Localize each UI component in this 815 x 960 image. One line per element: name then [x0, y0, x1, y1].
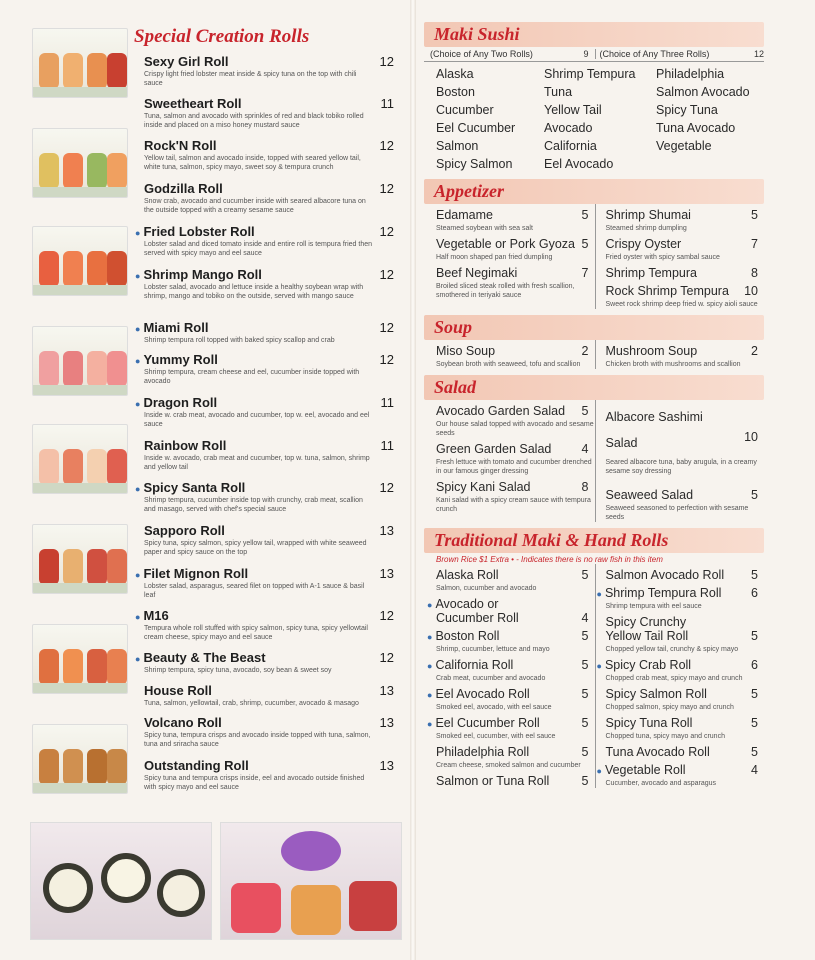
item-price: 8	[581, 480, 589, 494]
no-raw-fish-dot: ●	[596, 661, 602, 671]
item-name: Sweetheart Roll	[144, 96, 242, 111]
item-name: Mushroom Soup	[605, 344, 698, 358]
item-price: 12	[379, 138, 394, 153]
roll-photo	[32, 226, 128, 296]
choice-three-price: 12	[753, 49, 764, 59]
item-desc: Smoked eel, avocado, with eel sauce	[436, 704, 552, 711]
menu-item	[427, 629, 595, 654]
item-desc: Cucumber, avocado and asparagus	[605, 780, 717, 787]
item-price: 6	[751, 658, 758, 672]
item-desc: Tuna, salmon, yellowtail, crab, shrimp, cucumber, avocado & masago	[144, 700, 359, 707]
menu-item	[135, 650, 394, 675]
no-raw-fish-dot: ●	[596, 589, 602, 599]
maki-item: Eel Avocado	[544, 157, 614, 171]
item-price: 5	[581, 208, 589, 222]
item-price: 8	[751, 266, 758, 280]
item-price: 12	[379, 181, 394, 196]
no-raw-fish-dot: ●	[427, 632, 433, 642]
item-price: 5	[581, 745, 589, 759]
item-name: Outstanding Roll	[144, 758, 249, 773]
menu-item	[606, 615, 765, 654]
item-desc: Spicy tuna, spicy salmon, spicy yellow tail, wrapped with white seaweed paper and spicy sauce on the top	[144, 540, 367, 556]
menu-item	[144, 683, 394, 708]
item-desc: Soybean broth with seaweed, tofu and scallion	[436, 361, 581, 368]
maki-item: Eel Cucumber	[436, 121, 516, 135]
menu-item	[606, 237, 765, 262]
item-name: Eel Cucumber Roll	[435, 716, 540, 730]
traditional-title: Traditional Maki & Hand Rolls	[434, 530, 669, 550]
item-desc: Fresh lettuce with tomato and cucumber drenched in our famous ginger dressing	[436, 459, 592, 475]
item-name: Rainbow Roll	[144, 438, 227, 453]
item-desc: Chopped salmon, spicy mayo and crunch	[605, 704, 734, 711]
item-name: House Roll	[144, 683, 212, 698]
item-desc: Snow crab, avocado and cucumber inside with seared albacore tuna on the outside topped with a creamy sesame sauce	[144, 198, 366, 214]
item-desc: Chopped yellow tail, crunchy & spicy mayo	[605, 646, 739, 653]
item-price: 5	[751, 488, 758, 502]
menu-item	[436, 344, 595, 369]
no-raw-fish-dot: ●	[427, 600, 433, 610]
menu-item	[427, 687, 595, 712]
menu-item	[596, 763, 765, 788]
item-name: Godzilla Roll	[144, 181, 223, 196]
item-price: 5	[751, 629, 758, 643]
item-name: M16	[143, 608, 169, 623]
menu-item	[606, 568, 765, 582]
item-price: 11	[380, 438, 394, 453]
roll-photo	[32, 424, 128, 494]
item-price: 5	[581, 774, 589, 788]
item-desc: Chopped crab meat, spicy mayo and crunch	[605, 675, 743, 682]
item-desc: Kani salad with a spicy cream sauce with tempura crunch	[436, 497, 591, 513]
item-name: California Roll	[435, 658, 514, 672]
item-price: 5	[581, 629, 589, 643]
item-desc: Shrimp tempura, cream cheese and eel, cucumber inside topped with avocado	[144, 369, 360, 385]
menu-item	[144, 438, 394, 472]
item-name: Miami Roll	[143, 320, 209, 335]
sushi-photo	[30, 822, 212, 940]
item-price: 13	[379, 715, 394, 730]
menu-item	[606, 745, 765, 759]
item-name: Salmon or Tuna Roll	[436, 774, 550, 788]
item-name: Boston Roll	[435, 629, 500, 643]
special-banner	[134, 24, 394, 49]
choice-two-label: (Choice of Any Two Rolls)	[430, 49, 533, 59]
no-raw-fish-dot: ●	[135, 484, 141, 494]
right-column	[424, 22, 764, 794]
item-price: 13	[379, 683, 394, 698]
menu-item	[144, 54, 394, 88]
roll-photo	[32, 724, 128, 794]
item-name: Shrimp Tempura	[605, 266, 697, 280]
maki-item: Tuna	[544, 85, 573, 99]
item-name: Green Garden Salad	[436, 442, 552, 456]
item-price: 10	[744, 430, 758, 444]
item-price: 13	[379, 523, 394, 538]
item-price: 2	[581, 344, 589, 358]
maki-item: Yellow Tail	[544, 103, 602, 117]
maki-item: Shrimp Tempura	[544, 67, 636, 81]
item-name: Vegetable or Pork Gyoza	[436, 237, 575, 251]
item-price: 11	[380, 395, 394, 410]
item-price: 12	[379, 608, 394, 623]
item-price: 2	[751, 344, 758, 358]
maki-col-1	[436, 65, 544, 173]
item-price: 13	[379, 566, 394, 581]
item-desc: Inside w. crab meat, avocado and cucumber, top w. eel, avocado and eel sauce	[144, 412, 370, 428]
item-price: 5	[751, 716, 758, 730]
no-raw-fish-dot: ●	[596, 766, 602, 776]
item-price: 10	[744, 284, 758, 298]
menu-item	[436, 745, 595, 770]
no-raw-fish-dot: ●	[427, 719, 433, 729]
special-title: Special Creation Rolls	[134, 25, 310, 47]
item-desc: Shrimp tempura with eel sauce	[605, 603, 702, 610]
menu-item	[606, 716, 765, 741]
item-name: Avocado Garden Salad	[436, 404, 566, 418]
item-desc: Spicy tuna and tempura crisps inside, eel and avocado outside finished with spicy mayo and eel sauce	[144, 775, 365, 791]
item-name: Tuna Avocado Roll	[605, 745, 710, 759]
sushi-photo	[220, 822, 402, 940]
item-price: 4	[581, 611, 589, 625]
menu-item	[606, 404, 765, 476]
menu-item	[606, 284, 765, 309]
item-desc: Shrimp, cucumber, lettuce and mayo	[436, 646, 550, 653]
menu-item	[436, 442, 595, 476]
item-name: Sexy Girl Roll	[144, 54, 229, 69]
appetizer-title: Appetizer	[434, 181, 504, 201]
item-name: Spicy Santa Roll	[143, 480, 246, 495]
roll-photo	[32, 128, 128, 198]
item-name: Spicy Tuna Roll	[605, 716, 693, 730]
item-price: 7	[581, 266, 589, 280]
menu-item	[606, 208, 765, 233]
menu-item	[436, 208, 595, 233]
soup-section	[424, 315, 764, 369]
menu-item	[427, 716, 595, 741]
item-price: 5	[751, 568, 758, 582]
item-price: 12	[379, 480, 394, 495]
maki-col-3	[656, 65, 764, 173]
menu-item	[135, 480, 394, 514]
item-price: 5	[581, 716, 589, 730]
item-price: 12	[379, 224, 394, 239]
item-price: 11	[380, 96, 394, 111]
item-desc: Crab meat, cucumber and avocado	[436, 675, 546, 682]
item-name: Vegetable Roll	[604, 763, 686, 777]
menu-item	[427, 658, 595, 683]
item-name: Shrimp Tempura Roll	[604, 586, 722, 600]
roll-photo	[32, 28, 128, 98]
item-desc: Fried oyster with spicy sambal sauce	[605, 254, 720, 261]
appetizer-section	[424, 179, 764, 309]
menu-item	[135, 320, 394, 345]
item-desc: Steamed soybean with sea salt	[436, 225, 533, 232]
item-desc: Crispy light fried lobster meat inside & spicy tuna on the top with chili sauce	[144, 71, 357, 87]
maki-section	[424, 22, 764, 173]
maki-item: Spicy Tuna	[656, 103, 718, 117]
item-desc: Inside w. avocado, crab meat and cucumber, top w. tuna, salmon, shrimp and yellow tail	[144, 455, 370, 471]
menu-item	[135, 267, 394, 301]
no-raw-fish-dot: ●	[135, 356, 141, 366]
item-desc: Tuna, salmon and avocado with sprinkles of red and black tobiko rolled inside and placed on a miso honey mustard sauce	[144, 113, 364, 129]
menu-item	[596, 586, 765, 611]
item-name: Volcano Roll	[144, 715, 222, 730]
item-price: 12	[379, 650, 394, 665]
maki-item: Philadelphia	[656, 67, 725, 81]
item-desc: Our house salad topped with avocado and sesame seeds	[436, 421, 594, 437]
maki-item: Cucumber	[436, 103, 494, 117]
soup-banner	[424, 315, 764, 340]
item-price: 12	[379, 267, 394, 282]
maki-col-2	[544, 65, 656, 173]
item-desc: Shrimp tempura, cucumber inside top with crunchy, crab meat, scallion and masago, served with chef's special sauce	[144, 497, 363, 513]
page-fold	[410, 0, 416, 960]
maki-item: Boston	[436, 85, 475, 99]
item-desc: Smoked eel, cucumber, with eel sauce	[436, 733, 556, 740]
maki-item: Avocado	[544, 121, 593, 135]
item-name: Fried Lobster Roll	[143, 224, 255, 239]
menu-item	[144, 523, 394, 557]
no-raw-fish-dot: ●	[135, 271, 141, 281]
item-desc: Shrimp tempura roll topped with baked spicy scallop and crab	[144, 337, 335, 344]
item-price: 5	[751, 208, 758, 222]
salad-title: Salad	[434, 377, 477, 397]
menu-item	[436, 568, 595, 593]
item-desc: Tempura whole roll stuffed with spicy salmon, spicy tuna, spicy yellowtail cream cheese, spicy mayo and eel sauce	[144, 625, 368, 641]
item-desc: Spicy tuna, tempura crisps and avocado inside topped with tuna, salmon, tuna and sriracha sauce	[144, 732, 371, 748]
no-raw-fish-dot: ●	[427, 690, 433, 700]
no-raw-fish-dot: ●	[427, 661, 433, 671]
item-desc: Cream cheese, smoked salmon and cucumber	[436, 762, 581, 769]
item-price: 4	[581, 442, 589, 456]
menu-item	[135, 224, 394, 258]
item-name: Miso Soup	[436, 344, 496, 358]
item-desc: Seared albacore tuna, baby arugula, in a creamy sesame soy dressing	[605, 459, 757, 475]
item-name: Alaska Roll	[436, 568, 499, 582]
no-raw-fish-dot: ●	[135, 228, 141, 238]
item-name: Salmon Avocado Roll	[605, 568, 725, 582]
item-price: 12	[379, 352, 394, 367]
menu-item	[144, 138, 394, 172]
appetizer-banner	[424, 179, 764, 204]
maki-title: Maki Sushi	[434, 24, 520, 44]
menu-item	[436, 774, 595, 788]
item-name: Shrimp Shumai	[605, 208, 691, 222]
salad-section	[424, 375, 764, 522]
item-desc: Chicken broth with mushrooms and scallion	[605, 361, 741, 368]
menu-item	[596, 658, 765, 683]
item-desc: Yellow tail, salmon and avocado inside, topped with seared yellow tail, white tuna, salmon, spicy mayo, sweet soy & tempura crunch	[144, 155, 361, 171]
menu-item	[436, 404, 595, 438]
item-price: 4	[751, 763, 758, 777]
salad-banner	[424, 375, 764, 400]
item-name: Spicy Crunchy Yellow Tail Roll	[605, 615, 689, 643]
menu-item	[606, 344, 765, 369]
item-name: Avocado or Cucumber Roll	[435, 597, 519, 625]
soup-title: Soup	[434, 317, 473, 337]
item-price: 5	[581, 687, 589, 701]
no-raw-fish-dot: ●	[135, 324, 141, 334]
traditional-note: Brown Rice $1 Extra • - Indicates there is no raw fish in this item	[436, 555, 663, 564]
item-name: Beauty & The Beast	[143, 650, 266, 665]
item-name: Seaweed Salad	[605, 488, 694, 502]
menu-item	[144, 758, 394, 792]
item-name: Spicy Crab Roll	[604, 658, 692, 672]
item-desc: Lobster salad and diced tomato inside and entire roll is tempura fried then served with spicy mayo and eel sauce	[144, 241, 373, 257]
item-price: 12	[379, 54, 394, 69]
item-name: Spicy Salmon Roll	[605, 687, 707, 701]
item-desc: Shrimp tempura, spicy tuna, avocado, soy bean & sweet soy	[144, 667, 332, 674]
item-name: Philadelphia Roll	[436, 745, 530, 759]
item-name: Shrimp Mango Roll	[143, 267, 262, 282]
maki-banner	[424, 22, 764, 47]
menu-item	[135, 395, 394, 429]
item-name: Crispy Oyster	[605, 237, 682, 251]
menu-item	[144, 715, 394, 749]
item-price: 5	[751, 687, 758, 701]
item-desc: Lobster salad, avocado and lettuce inside a healthy soybean wrap with shrimp, mango and tobiko on the outside, served with mango sauce	[144, 284, 364, 300]
item-name: Eel Avocado Roll	[435, 687, 530, 701]
maki-item: Spicy Salmon	[436, 157, 513, 171]
menu-item	[606, 488, 765, 522]
item-price: 5	[581, 237, 589, 251]
roll-photo	[32, 524, 128, 594]
menu-item	[427, 597, 595, 625]
roll-photo	[32, 624, 128, 694]
maki-item: California	[544, 139, 597, 153]
roll-photo	[32, 326, 128, 396]
item-desc: Sweet rock shrimp deep fried w. spicy aioli sauce	[605, 301, 758, 308]
no-raw-fish-dot: ●	[135, 399, 141, 409]
item-name: Sapporo Roll	[144, 523, 225, 538]
maki-choice-row	[424, 47, 764, 62]
item-name: Spicy Kani Salad	[436, 480, 531, 494]
item-price: 6	[751, 586, 758, 600]
item-price: 5	[581, 404, 589, 418]
menu-item	[436, 266, 595, 300]
maki-item: Salmon	[436, 139, 479, 153]
item-desc: Salmon, cucumber and avocado	[436, 585, 537, 592]
no-raw-fish-dot: ●	[135, 654, 141, 664]
item-price: 5	[581, 658, 589, 672]
menu-item	[135, 352, 394, 386]
no-raw-fish-dot: ●	[135, 612, 141, 622]
item-name: Rock Shrimp Tempura	[605, 284, 729, 298]
choice-three-label: (Choice of Any Three Rolls)	[599, 49, 710, 59]
item-name: Rock'N Roll	[144, 138, 217, 153]
maki-item: Alaska	[436, 67, 474, 81]
item-price: 5	[751, 745, 758, 759]
menu-item	[436, 237, 595, 262]
item-desc: Lobster salad, asparagus, seared filet on topped with A-1 sauce & basil leaf	[144, 583, 365, 599]
menu-item	[606, 266, 765, 280]
item-desc: Seaweed seasoned to perfection with sesame seeds	[605, 505, 749, 521]
item-desc: Steamed shrimp dumpling	[605, 225, 687, 232]
maki-item: Vegetable	[656, 139, 712, 153]
traditional-section	[424, 528, 764, 788]
traditional-banner	[424, 528, 764, 553]
menu-item	[144, 96, 394, 130]
item-name: Filet Mignon Roll	[143, 566, 249, 581]
choice-two-price: 9	[583, 49, 589, 59]
menu-item	[135, 566, 394, 600]
maki-grid	[424, 62, 764, 173]
menu-item	[135, 608, 394, 642]
menu-item	[436, 480, 595, 514]
item-name: Yummy Roll	[143, 352, 218, 367]
item-name: Beef Negimaki	[436, 266, 518, 280]
maki-item: Salmon Avocado	[656, 85, 750, 99]
no-raw-fish-dot: ●	[135, 570, 141, 580]
item-name: Edamame	[436, 208, 493, 222]
item-price: 7	[751, 237, 758, 251]
item-price: 12	[379, 320, 394, 335]
item-name: Dragon Roll	[143, 395, 218, 410]
item-desc: Chopped tuna, spicy mayo and crunch	[605, 733, 725, 740]
menu-item	[144, 181, 394, 215]
item-price: 5	[581, 568, 589, 582]
item-desc: Half moon shaped pan fried dumpling	[436, 254, 553, 261]
item-price: 13	[379, 758, 394, 773]
menu-item	[606, 687, 765, 712]
special-creation-column	[14, 18, 400, 818]
item-name: Albacore Sashimi Salad	[605, 410, 703, 450]
maki-item: Tuna Avocado	[656, 121, 736, 135]
item-desc: Broiled sliced steak rolled with fresh scallion, smothered in teriyaki sauce	[436, 283, 575, 299]
